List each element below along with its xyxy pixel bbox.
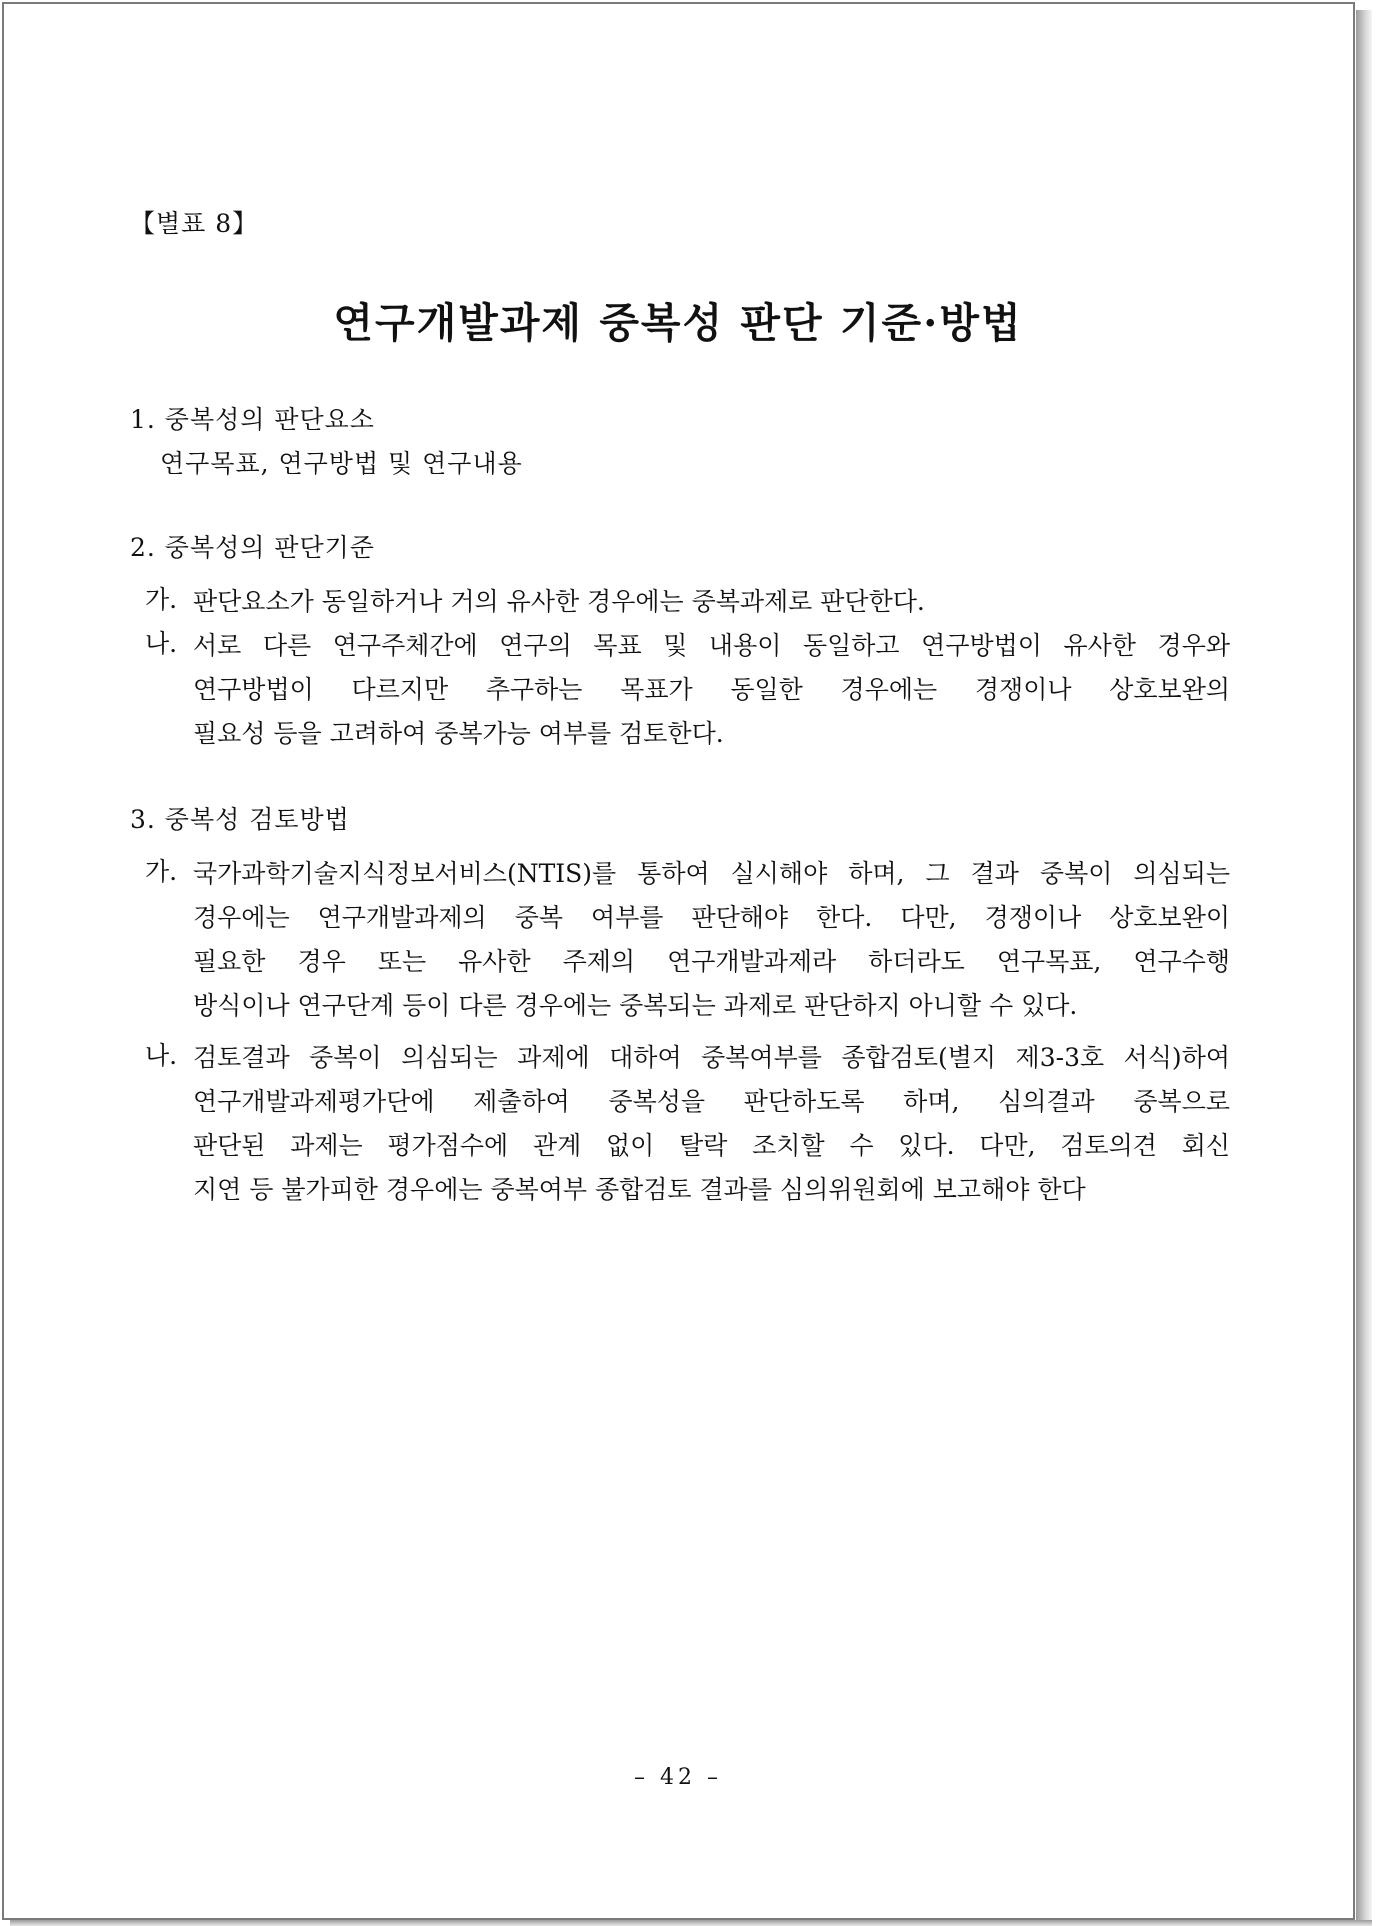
section-2-item-ga: [145, 580, 1230, 624]
page-title: 연구개발과제 중복성 판단 기준·방법: [333, 299, 1023, 347]
item-line: 방식이나 연구단계 등이 다른 경우에는 중복되는 과제로 판단하지 아니할 수 있다.: [193, 991, 1078, 1020]
item-line: 필요성 등을 고려하여 중복가능 여부를 검토한다.: [193, 719, 724, 748]
item-line: 지연 등 불가피한 경우에는 중복여부 종합검토 결과를 심의위원회에 보고해야 한다: [193, 1175, 1086, 1204]
section-1-body: 연구목표, 연구방법 및 연구내용: [160, 449, 523, 478]
item-marker: 나.: [145, 1041, 178, 1070]
item-line: 서로 다른 연구주체간에 연구의 목표 및 내용이 동일하고 연구방법이 유사한 경우와: [193, 631, 1230, 660]
section-2-heading: 2. 중복성의 판단기준: [130, 533, 375, 562]
item-line: 연구개발과제평가단에 제출하여 중복성을 판단하도록 하며, 심의결과 중복으로: [193, 1087, 1230, 1116]
section-1-heading: 1. 중복성의 판단요소: [130, 405, 375, 434]
item-line: 연구방법이 다르지만 추구하는 목표가 동일한 경우에는 경쟁이나 상호보완의: [193, 675, 1230, 704]
section-3-item-ga: [145, 852, 1230, 1028]
item-line: 필요한 경우 또는 유사한 주제의 연구개발과제라 하더라도 연구목표, 연구수행: [193, 947, 1230, 976]
attachment-label: 【별표 8】: [130, 209, 259, 238]
item-line: 경우에는 연구개발과제의 중복 여부를 판단해야 한다. 다만, 경쟁이나 상호보완이: [193, 903, 1230, 932]
section-3-item-na: [145, 1036, 1230, 1212]
item-line: 판단요소가 동일하거나 거의 유사한 경우에는 중복과제로 판단한다.: [193, 587, 925, 616]
section-2-item-na: [145, 624, 1230, 756]
item-marker: 가.: [145, 585, 178, 614]
item-line: 국가과학기술지식정보서비스(NTIS)를 통하여 실시해야 하며, 그 결과 중복이 의심되는: [193, 859, 1230, 888]
section-3-heading: 3. 중복성 검토방법: [130, 805, 350, 834]
item-line: 검토결과 중복이 의심되는 과제에 대하여 중복여부를 종합검토(별지 제3-3호 서식)하여: [193, 1043, 1230, 1072]
item-marker: 가.: [145, 857, 178, 886]
page-number: – 42 –: [634, 1765, 722, 1790]
item-line: 판단된 과제는 평가점수에 관계 없이 탈락 조치할 수 있다. 다만, 검토의견 회신: [193, 1131, 1230, 1160]
item-marker: 나.: [145, 629, 178, 658]
page-bottom-shadow: [10, 1920, 1372, 1926]
page-edge-shadow: [1356, 10, 1372, 1924]
